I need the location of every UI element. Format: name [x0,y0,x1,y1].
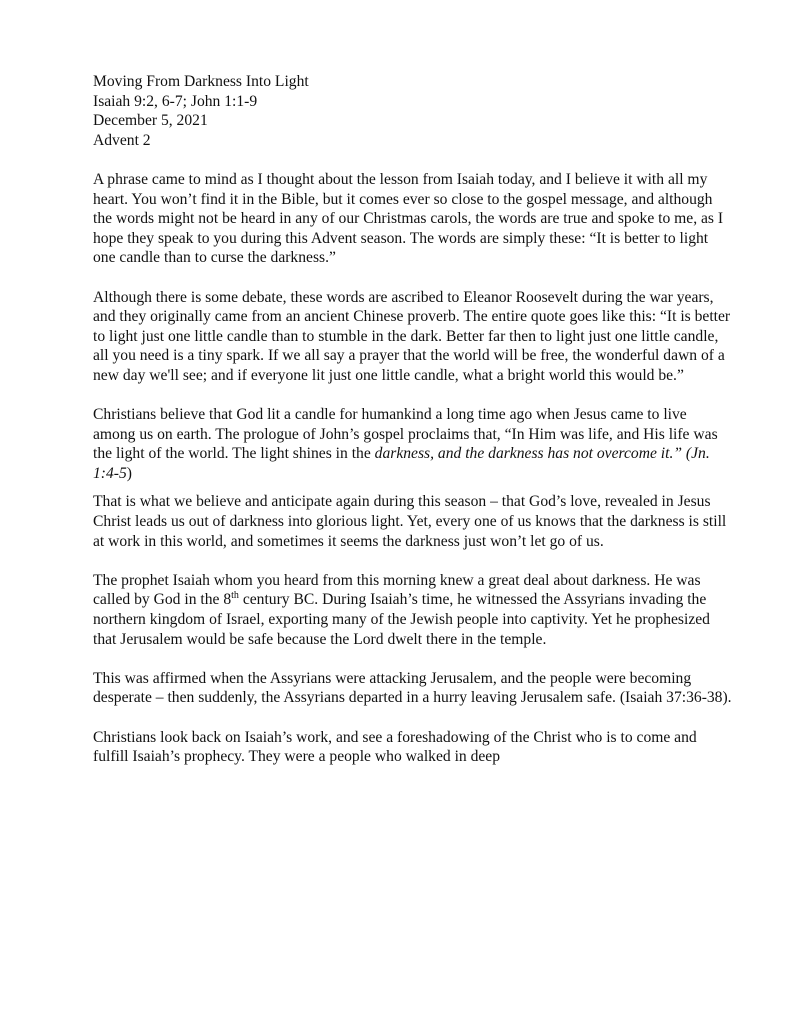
paragraph-6: This was affirmed when the Assyrians were attacking Jerusalem, and the people were becoming desperate – then suddenly, the Assyrians departed in a hurry leaving Jerusalem safe. (Isaiah 37:36-38). [93,669,732,707]
sermon-header [93,72,733,150]
scripture-reference: Isaiah 9:2, 6-7; John 1:1-9 [93,92,258,110]
liturgical-occasion: Advent 2 [93,131,151,149]
sermon-body [93,72,733,786]
sermon-title: Moving From Darkness Into Light [93,73,309,90]
ordinal-superscript: th [231,590,239,602]
paragraph-4: That is what we believe and anticipate again during this season – that God’s love, revealed in Jesus Christ leads us out of darkness into glorious light. Yet, every one of us knows that the darkness is still at work in this world, and sometimes it seems the darkness just won’t let go of us. [93,493,727,550]
paragraph-3 [93,405,733,483]
paragraph-7: Christians look back on Isaiah’s work, and see a foreshadowing of the Christ who is to come and fulfill Isaiah’s prophecy. They were a people who walked in deep [93,728,697,766]
sermon-date: December 5, 2021 [93,112,208,130]
paragraph-5 [93,571,733,649]
paragraph-5-rest: century BC. During Isaiah’s time, he witnessed the Assyrians invading the northern kingdom of Israel, exporting many of the Jewish people into captivity. Yet he prophesized that Jerusalem would be safe because the Lord dwelt there in the temple. [93,591,710,648]
paragraph-3-close: ) [126,464,132,482]
paragraph-2: Although there is some debate, these words are ascribed to Eleanor Roosevelt during the war years, and they originally came from an ancient Chinese proverb. The entire quote goes like this: “It is better to light just one little candle than to stumble in the dark. Better far then to light just one little candle, all you need is a tiny spark. If we all say a prayer that the world will be free, the wonderful dawn of a new day we'll see; and if everyone lit just one little candle, what a bright world this would be.” [93,288,731,384]
paragraph-3-text: Christians believe that God lit a candle for humankind a long time ago when Jesus came to live among us on earth. The prologue of John’s gospel proclaims that, “In Him was life, and His life was the light of the world. The light shines in the [93,406,718,463]
paragraph-1: A phrase came to mind as I thought about the lesson from Isaiah today, and I believe it with all my heart. You won’t find it in the Bible, but it comes ever so close to the gospel message, and although the words might not be heard in any of our Christmas carols, the words are true and spoke to me, as I hope they speak to you during this Advent season. The words are simply these: “It is better to light one candle than to curse the darkness.” [93,170,724,267]
paragraph-5-text: The prophet Isaiah whom you heard from this morning knew a great deal about darkness. He was called by God in the 8 [93,571,701,609]
scripture-quote-italic: darkness, and the darkness has not overcome it.” (Jn. 1:4-5 [93,445,710,482]
